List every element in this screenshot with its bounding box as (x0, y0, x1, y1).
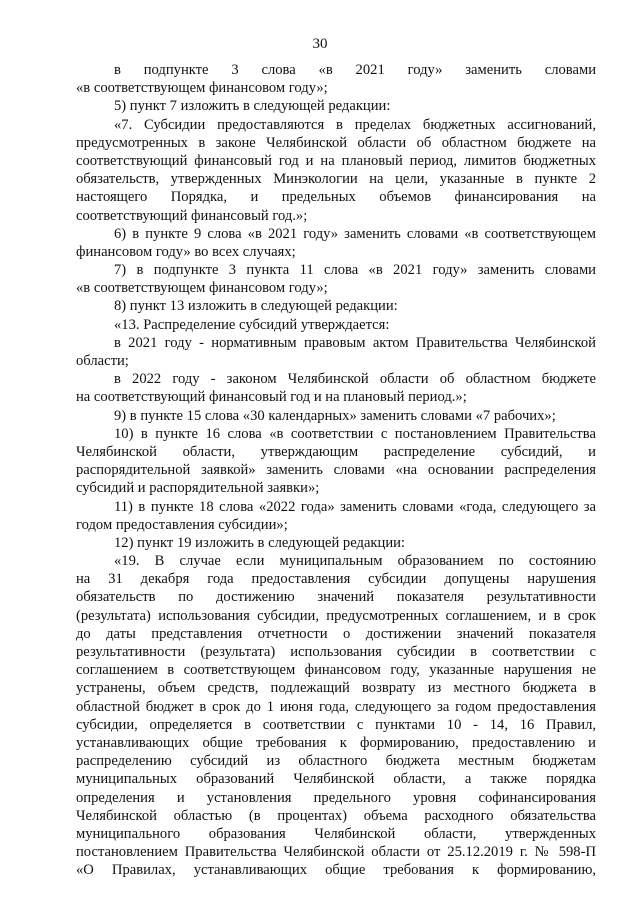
text-line: 12) пункт 19 изложить в следующей редакции: (114, 534, 405, 551)
text-line: Челябинской областью (в процентах) объема расходного обязательства (76, 807, 596, 824)
text-line: обязательств по достижению значений показателя результативности (76, 589, 596, 606)
text-line: в 2021 году - нормативным правовым актом Правительства Челябинской (114, 334, 596, 351)
text-line: «7. Субсидии предоставляются в пределах бюджетных ассигнований, (114, 116, 596, 133)
text-line: области; (76, 353, 129, 369)
text-line: финансовом году» во всех случаях; (76, 243, 296, 260)
text-line: Челябинской области, утверждающим распределение субсидий, и (76, 443, 596, 460)
text-line: соответствующий финансовый год и на плановый период, лимитов бюджетных (76, 152, 596, 169)
text-line: настоящего Порядка, и предельных объемов финансирования на (76, 189, 596, 206)
text-line: определения и установления предельного уровня софинансирования (76, 789, 596, 806)
text-line: устанавливающих общие требования к формированию, предоставлению и (76, 734, 596, 751)
text-line: соответствующий финансовый год.»; (76, 207, 308, 224)
document-body (76, 61, 596, 879)
text-line: распорядительной заявкой» заменить словами «на основании распределения (76, 462, 596, 479)
text-line: «О Правилах, устанавливающих общие требования к формированию, (76, 862, 596, 879)
text-line: годом предоставления субсидии»; (76, 516, 288, 533)
text-line: муниципальных образований Челябинской области, а также порядка (76, 771, 596, 788)
text-line: 11) в пункте 18 слова «2022 года» заменить словами «года, следующего за (114, 498, 596, 515)
text-line: областной бюджет в срок до 1 июня года, следующего за годом предоставления (76, 698, 596, 715)
text-line: соглашением в соответствующем финансовом году, указанные нарушения не (76, 662, 596, 679)
text-line: на соответствующий финансовый год и на плановый период.»; (76, 389, 467, 406)
text-line: 6) в пункте 9 слова «в 2021 году» заменить словами «в соответствующем (114, 225, 596, 242)
text-line: 5) пункт 7 изложить в следующей редакции: (114, 98, 391, 115)
text-line: «13. Распределение субсидий утверждается: (114, 316, 390, 333)
text-line: 8) пункт 13 изложить в следующей редакции: (114, 298, 398, 315)
text-line: 9) в пункте 15 слова «30 календарных» заменить словами «7 рабочих»; (114, 407, 556, 424)
text-line: обязательств, утвержденных Минэкологии на цели, указанные в пункте 2 (76, 171, 596, 188)
text-line: предусмотренных в законе Челябинской области об областном бюджете на (76, 134, 596, 151)
text-line: «в соответствующем финансовом году»; (76, 80, 328, 97)
text-line: результативности (результата) использования субсидии в соответствии с (76, 644, 596, 660)
page-number: 30 (312, 36, 328, 52)
text-line: устранены, объем средств, подлежащий возврату из местного бюджета в (76, 680, 596, 697)
text-line: (результата) использования субсидии, предусмотренных соглашением, и в срок (76, 607, 596, 624)
text-line: на 31 декабря года предоставления субсидии допущены нарушения (76, 571, 596, 588)
text-line: до даты представления отчетности о достижении значений показателя (76, 625, 596, 642)
text-line: муниципального образования Челябинской области, утвержденных (76, 825, 596, 842)
text-line: субсидий и распорядительной заявки»; (76, 480, 320, 497)
text-line: распределению субсидий из областного бюджета местным бюджетам (76, 753, 596, 770)
text-line: в 2022 году - законом Челябинской области об областном бюджете (114, 371, 596, 388)
text-line: постановлением Правительства Челябинской области от 25.12.2019 г. № 598-П (76, 844, 596, 861)
text-line: в подпункте 3 слова «в 2021 году» заменить словами (114, 62, 596, 78)
text-line: субсидии, определяется в соответствии с пунктами 10 - 14, 16 Правил, (76, 716, 596, 733)
text-line: 10) в пункте 16 слова «в соответствии с постановлением Правительства (114, 425, 596, 442)
text-line: «в соответствующем финансовом году»; (76, 280, 328, 297)
text-line: 7) в подпункте 3 пункта 11 слова «в 2021 году» заменить словами (114, 262, 596, 279)
text-line: «19. В случае если муниципальным образованием по состоянию (114, 553, 596, 570)
